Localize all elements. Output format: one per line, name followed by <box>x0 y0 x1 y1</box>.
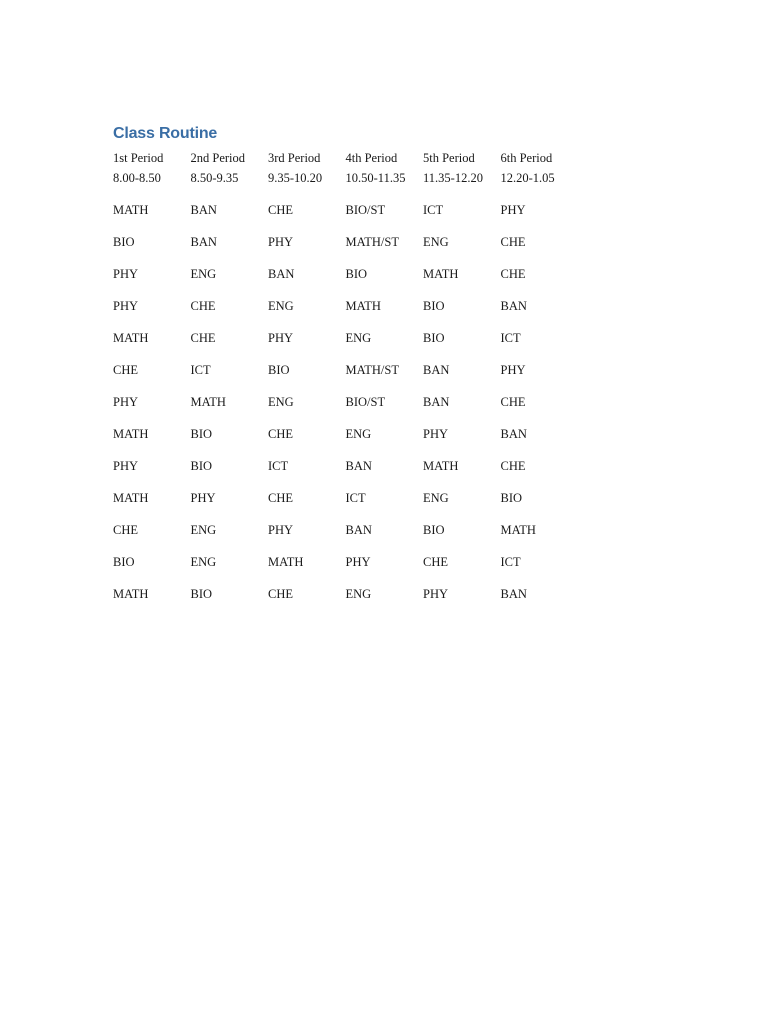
period-time: 10.50-11.35 <box>345 170 406 185</box>
subject-cell: PHY <box>423 587 449 601</box>
routine-table <box>113 149 578 617</box>
subject-cell: CHE <box>113 523 138 537</box>
subject-cell: PHY <box>113 299 139 313</box>
subject-cell: ENG <box>423 491 449 505</box>
subject-cell: ICT <box>500 555 521 569</box>
table-row <box>113 489 578 521</box>
period-time: 12.20-1.05 <box>500 170 555 185</box>
subject-cell: BIO <box>268 363 290 377</box>
period-time: 8.00-8.50 <box>113 170 161 185</box>
subject-cell: CHE <box>268 587 293 601</box>
period-name: 4th Period <box>345 151 398 165</box>
subject-cell: MATH <box>113 331 149 345</box>
subject-cell: BIO <box>190 427 213 441</box>
subject-cell: PHY <box>268 331 294 345</box>
period-time: 8.50-9.35 <box>190 170 239 185</box>
subject-cell: MATH <box>113 427 149 441</box>
subject-cell: BAN <box>268 267 295 281</box>
subject-cell: BAN <box>500 427 527 441</box>
subject-cell: ENG <box>190 267 217 281</box>
subject-cell: MATH <box>113 587 149 601</box>
subject-cell: ICT <box>423 203 444 217</box>
subject-cell: ICT <box>345 491 366 505</box>
subject-cell: CHE <box>268 491 293 505</box>
subject-cell: BIO <box>113 235 135 249</box>
subject-cell: BAN <box>345 523 372 537</box>
subject-cell: MATH <box>113 491 149 505</box>
subject-cell: ENG <box>345 331 372 345</box>
subject-cell: BAN <box>500 587 527 601</box>
subject-cell: CHE <box>268 203 293 217</box>
subject-cell: ENG <box>268 299 294 313</box>
subject-cell: ICT <box>268 459 289 473</box>
subject-cell: BIO <box>345 267 368 281</box>
subject-cell: CHE <box>500 395 526 409</box>
subject-cell: MATH <box>268 555 304 569</box>
subject-cell: MATH <box>423 459 459 473</box>
table-row <box>113 457 578 489</box>
subject-cell: PHY <box>500 203 526 217</box>
header-cell-period-3 <box>268 149 346 201</box>
subject-cell: BIO <box>500 491 523 505</box>
table-row <box>113 265 578 297</box>
subject-cell: CHE <box>268 427 293 441</box>
table-row <box>113 233 578 265</box>
subject-cell: PHY <box>423 427 449 441</box>
header-cell-period-4 <box>346 149 424 201</box>
subject-cell: BAN <box>190 235 217 249</box>
subject-cell: PHY <box>345 555 371 569</box>
subject-cell: CHE <box>423 555 448 569</box>
period-time: 9.35-10.20 <box>268 170 323 185</box>
subject-cell: BIO <box>423 331 445 345</box>
period-name: 6th Period <box>500 151 553 165</box>
header-cell-period-1 <box>113 149 191 201</box>
routine-header <box>113 149 578 201</box>
routine-body <box>113 201 578 617</box>
subject-cell: CHE <box>500 459 526 473</box>
subject-cell: BIO <box>423 299 445 313</box>
table-row <box>113 201 578 233</box>
subject-cell: MATH <box>113 203 149 217</box>
header-cell-period-2 <box>191 149 269 201</box>
period-name: 5th Period <box>423 151 475 165</box>
subject-cell: BIO <box>113 555 135 569</box>
subject-cell: PHY <box>113 459 139 473</box>
header-row <box>113 149 578 201</box>
subject-cell: ENG <box>423 235 449 249</box>
subject-cell: BAN <box>423 395 450 409</box>
table-row <box>113 297 578 329</box>
subject-cell: MATH <box>345 299 381 313</box>
subject-cell: PHY <box>500 363 526 377</box>
subject-cell: ICT <box>190 363 211 377</box>
subject-cell: CHE <box>500 267 526 281</box>
subject-cell: CHE <box>113 363 138 377</box>
subject-cell: PHY <box>113 395 139 409</box>
subject-cell: ENG <box>345 587 372 601</box>
subject-cell: PHY <box>113 267 139 281</box>
header-cell-period-5 <box>423 149 501 201</box>
subject-cell: MATH <box>190 395 226 409</box>
subject-cell: BIO <box>190 459 213 473</box>
table-row <box>113 329 578 361</box>
table-row <box>113 553 578 585</box>
header-cell-period-6 <box>501 149 579 201</box>
subject-cell: PHY <box>268 523 294 537</box>
subject-cell: MATH/ST <box>345 235 399 249</box>
subject-cell: BAN <box>500 299 527 313</box>
subject-cell: BIO <box>423 523 445 537</box>
subject-cell: ENG <box>190 555 217 569</box>
subject-cell: PHY <box>190 491 216 505</box>
subject-cell: BAN <box>345 459 372 473</box>
period-name: 3rd Period <box>268 151 321 165</box>
subject-cell: MATH <box>500 523 536 537</box>
subject-cell: BIO/ST <box>345 395 386 409</box>
subject-cell: MATH <box>423 267 459 281</box>
subject-cell: PHY <box>268 235 294 249</box>
table-row <box>113 425 578 457</box>
table-row <box>113 521 578 553</box>
table-row <box>113 585 578 617</box>
subject-cell: BIO/ST <box>345 203 386 217</box>
subject-cell: BIO <box>190 587 213 601</box>
subject-cell: CHE <box>190 331 216 345</box>
page-title: Class Routine <box>113 125 218 142</box>
subject-cell: ENG <box>190 523 217 537</box>
table-row <box>113 393 578 425</box>
subject-cell: CHE <box>190 299 216 313</box>
document-page <box>113 125 673 617</box>
period-name: 2nd Period <box>190 151 246 165</box>
subject-cell: BAN <box>190 203 217 217</box>
subject-cell: ENG <box>345 427 372 441</box>
subject-cell: BAN <box>423 363 450 377</box>
subject-cell: CHE <box>500 235 526 249</box>
subject-cell: ICT <box>500 331 521 345</box>
period-name: 1st Period <box>113 151 164 165</box>
period-time: 11.35-12.20 <box>423 170 483 185</box>
subject-cell: MATH/ST <box>345 363 399 377</box>
subject-cell: ENG <box>268 395 294 409</box>
table-row <box>113 361 578 393</box>
